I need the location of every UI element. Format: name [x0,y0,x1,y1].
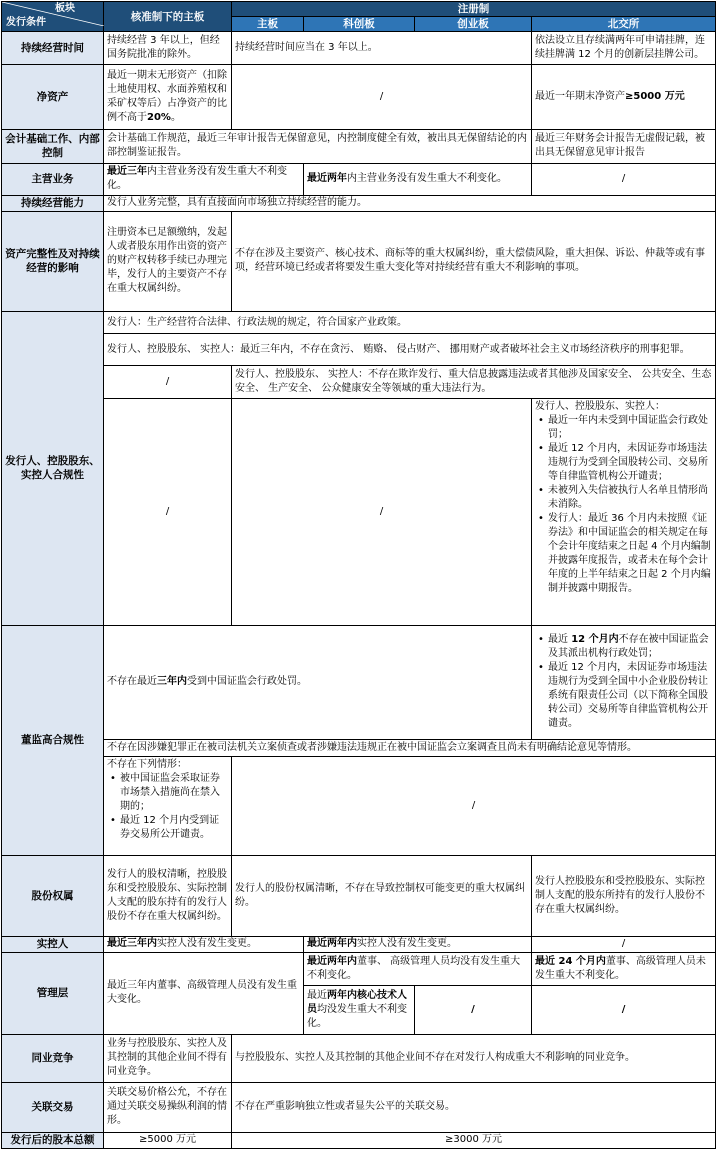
compliance-bse-intro: 发行人、控股股东、实控人： [535,400,665,412]
header-registration: 注册制 [232,2,716,17]
directors-market-ban-approval [104,757,232,856]
corner-header [2,2,104,32]
compliance-violation-approval: / [104,366,232,398]
directors-penalty-other: 不存在最近三年内受到中国证监会行政处罚。 [104,625,532,739]
corner-label-conditions: 发行条件 [6,17,46,29]
list-item: • 最近 12 个月内受到证券交易所公开谴责。 [120,814,228,842]
related-other: 不存在严重影响独立性或者显失公平的关联交易。 [232,1083,716,1132]
corner-label-board: 板块 [55,3,75,14]
label-asset-integrity: 资产完整性及对持续经营的影响 [2,211,104,311]
label-net-assets: 净资产 [2,64,104,130]
asset-integrity-other: 不存在涉及主要资产、核心技术、商标等的重大权属纠纷，重大偿债风险，重大担保、诉讼、仲裁等或有事项，经营环境已经或者将要发生重大变化等对持续经营有重大不利影响的事项。 [232,211,716,311]
header-approval-main-board: 核准制下的主板 [104,2,232,32]
controller-registration: 最近两年内实控人没有发生变更。 [304,936,532,952]
management-bse: 最近 24 个月内董事、高级管理人员未发生重大不利变化。 [532,952,716,985]
directors-market-ban-other: / [232,757,716,856]
competition-approval: 业务与控股股东、实控人及其控制的其他企业间不得有同业竞争。 [104,1034,232,1082]
management-core-tech-bse: / [532,986,716,1034]
label-compliance: 发行人、控股股东、实控人合规性 [2,311,104,625]
compliance-bse-registration: / [232,398,532,625]
list-item: • 未被列入失信被执行人名单且情形尚未消除。 [548,484,712,512]
directors-investigation: 不存在因涉嫌犯罪正在被司法机关立案侦查或者涉嫌违法违规正在被中国证监会立案调查且尚未有明确结论意见等情形。 [104,739,716,756]
compliance-production: 发行人：生产经营符合法律、行政法规的规定，符合国家产业政策。 [104,311,716,333]
directors-penalty-bse [532,625,716,739]
label-share-capital: 发行后的股本总额 [2,1132,104,1148]
net-assets-approval: 最近一期末无形资产（扣除土地使用权、水面养殖权和采矿权等后）占净资产的比例不高于20%。 [104,64,232,130]
header-gem: 创业板 [415,17,532,32]
main-business-registration: 最近两年内主营业务没有发生重大不利变化。 [304,163,532,195]
controller-approval: 最近三年内实控人没有发生变更。 [104,936,304,952]
label-directors: 董监高合规性 [2,625,104,855]
directors-ban-intro: 不存在下列情形： [107,759,187,771]
management-approval: 最近三年内董事、高级管理人员没有发生重大变化。 [104,952,304,1034]
net-assets-bse-threshold: ≥5000 万元 [625,90,685,102]
list-item: • 最近 12 个月内不存在被中国证监会及其派出机构行政处罚； [548,633,712,661]
duration-bse: 依法设立且存续满两年可申请挂牌，连续挂牌满 12 个月的创新层挂牌公司。 [532,32,716,64]
controller-bse: / [532,936,716,952]
related-approval: 关联交易价格公允，不存在通过关联交易操纵利润的情形。 [104,1083,232,1132]
management-core-tech-gem: / [415,986,532,1034]
header-bse: 北交所 [532,17,716,32]
compliance-bse-approval: / [104,398,232,625]
duration-registration: 持续经营时间应当在 3 年以上。 [232,32,532,64]
label-competition: 同业竞争 [2,1034,104,1082]
list-item: • 被中国证监会采取证券市场禁入措施尚在禁入期的； [120,772,228,814]
competition-other: 与控股股东、实控人及其控制的其他企业间不存在对发行人构成重大不利影响的同业竞争。 [232,1034,716,1082]
management-core-tech-star: 最近两年内核心技术人员均没发生重大不利变化。 [304,986,415,1034]
list-item: • 发行人：最近 36 个月内未按照《证券法》和中国证监会的相关规定在每个会计年度结束之日起 4 个月内编制并披露年度报告，或者未在每个会计年度的上半年结束之日起 2 个月内编制并披露中期报告。 [548,512,712,596]
duration-approval: 持续经营 3 年以上，但经国务院批准的除外。 [104,32,232,64]
net-assets-registration: / [232,64,532,130]
equity-registration: 发行人的股份权属清晰，不存在导致控制权可能变更的重大权属纠纷。 [232,856,532,937]
compliance-criminal: 发行人、控股股东、 实控人：最近三年内，不存在贪污、 贿赂、 侵占财产、 挪用财产或者破坏社会主义市场经济秩序的刑事犯罪。 [104,334,716,366]
directors-bse-list [535,633,712,731]
list-item: • 最近 12 个月内，未因证券市场违法违规行为受到全国中小企业股份转让系统有限责任公司（以下简称全国股转公司）交易所等自律监管机构公开谴责。 [548,661,712,731]
label-main-business: 主营业务 [2,163,104,195]
management-registration: 最近两年内董事、 高级管理人员均没有发生重大不利变化。 [304,952,532,985]
label-duration: 持续经营时间 [2,32,104,64]
main-business-bse: / [532,163,716,195]
label-controller: 实控人 [2,936,104,952]
label-equity: 股份权属 [2,856,104,937]
equity-bse: 发行人控股股东和受控股股东、实际控制人支配的股东所持有的发行人股份不存在重大权属纠纷。 [532,856,716,937]
header-star-market: 科创板 [304,17,415,32]
header-main-board: 主板 [232,17,304,32]
equity-approval: 发行人的股权清晰，控股股东和受控股股东、实际控制人支配的股东持有的发行人股份不存在重大权属纠纷。 [104,856,232,937]
accounting-bse: 最近三年财务会计报告无虚假记载，被出具无保留意见审计报告 [532,130,716,163]
continuity-all: 发行人业务完整，具有直接面向市场独立持续经营的能力。 [104,195,716,211]
net-assets-ratio: 20% [147,111,171,123]
directors-ban-list [107,772,228,842]
label-related: 关联交易 [2,1083,104,1132]
label-accounting: 会计基础工作、内部控制 [2,130,104,163]
ipo-conditions-table [1,1,716,1149]
label-management: 管理层 [2,952,104,1034]
label-continuity: 持续经营能力 [2,195,104,211]
net-assets-bse: 最近一年期末净资产≥5000 万元 [532,64,716,130]
compliance-violation-other: 发行人、控股股东、 实控人：不存在欺诈发行、重大信息披露违法或者其他涉及国家安全、 公共安全、生态安全、 生产安全、 公众健康安全等领域的重大违法行为。 [232,366,716,398]
compliance-bse [532,398,716,625]
share-capital-approval: ≥5000 万元 [104,1132,232,1148]
list-item: • 最近 12 个月内，未因证券市场违法违规行为受到全国股转公司、交易所等自律监管机构公开谴责； [548,442,712,484]
share-capital-other: ≥3000 万元 [232,1132,716,1148]
asset-integrity-approval: 注册资本已足额缴纳，发起人或者股东用作出资的资产的财产权转移手续已办理完毕，发行人的主要资产不存在重大权属纠纷。 [104,211,232,311]
accounting-approval-registration: 会计基础工作规范，最近三年审计报告无保留意见，内控制度健全有效，被出具无保留结论的内部控制鉴证报告。 [104,130,532,163]
main-business-approval: 最近三年内主营业务没有发生重大不利变化。 [104,163,304,195]
list-item: • 最近一年内未受到中国证监会行政处罚； [548,414,712,442]
compliance-bse-list [535,414,712,596]
